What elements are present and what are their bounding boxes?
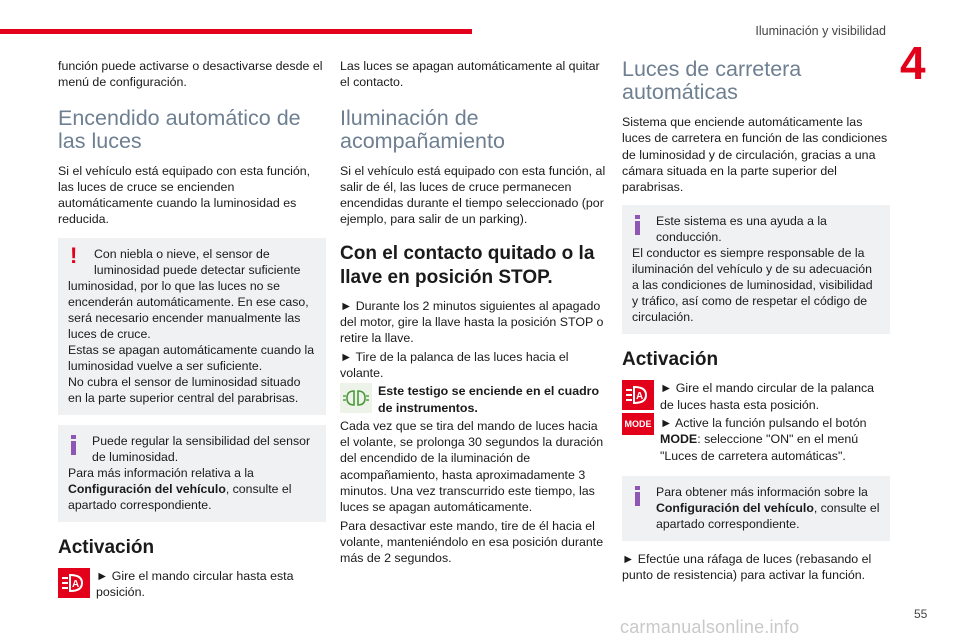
heading-activation: Activación	[58, 536, 155, 558]
info-p2: Para más información relativa a la Configuración del vehículo, consulte el apartado correspondiente.	[68, 465, 292, 512]
page-number: 55	[914, 607, 928, 621]
info1-rest: El conductor es siempre responsable de la iluminación del vehículo y de su adecuación a las condiciones de luminosidad, visibilidad y tráfico, así como de respetar el código de circulación.	[632, 246, 873, 325]
section-header-title: Iluminación y visibilidad	[755, 24, 886, 38]
indicator-text: Este testigo se enciende en el cuadro de instrumentos.	[378, 384, 600, 415]
column-1	[58, 58, 326, 602]
column-3	[622, 58, 890, 586]
svg-text:A: A	[636, 391, 644, 403]
warning-rest: luminosidad, por lo que las luces no se encenderán automáticamente. En ese caso, será necesario encender manualmente las luces de cruce.	[68, 278, 309, 341]
info-box-2	[622, 476, 890, 541]
warning-line1: Con niebla o nieve, el sensor de luminosidad puede detectar suficiente	[94, 246, 301, 277]
heading-auto-high-beam: Luces de carretera automáticas	[622, 57, 802, 104]
info-line1: Puede regular la sensibilidad del sensor de luminosidad.	[92, 433, 311, 464]
heading-follow-me: Iluminación de acompañamiento	[340, 105, 505, 153]
intro-text: Las luces se apagan automáticamente al quitar el contacto.	[340, 59, 600, 90]
auto-high-beam-icon	[622, 380, 654, 410]
warning-box	[58, 238, 326, 415]
svg-text:A: A	[72, 578, 80, 590]
auto-headlight-icon	[58, 568, 90, 598]
info1-line1: Este sistema es una ayuda a la conducción.	[656, 214, 827, 245]
chapter-number: 4	[900, 37, 926, 89]
info-icon	[635, 486, 640, 506]
step-2: ► Tire de la palanca de las luces hacia el volante.	[340, 349, 569, 380]
activation-row	[622, 380, 890, 465]
auto-high-beam-text: Sistema que enciende automáticamente las luces de carretera en función de las condiciones de luminosidad y de circulación, gracias a una cámara situada en la parte superior del parabrisas.	[622, 115, 888, 195]
header-rule	[0, 29, 472, 34]
watermark: carmanualsonline.info	[620, 617, 800, 637]
mode-button-icon: MODE	[622, 413, 654, 435]
warning-p2: Estas se apagan automáticamente cuando la luminosidad vuelve a ser suficiente.	[68, 342, 315, 373]
info-icon	[635, 215, 640, 235]
info2-text: Para obtener más información sobre la Configuración del vehículo, consulte el apartado correspondiente.	[656, 484, 880, 531]
follow-me-text: Si el vehículo está equipado con esta función, al salir de él, las luces de cruce permanecen encendidas durante el tiempo seleccionado (por ejemplo, para salir de un parking).	[340, 163, 606, 227]
heading-contact-off: Con el contacto quitado o la llave en posición STOP.	[340, 242, 595, 288]
step-1: ► Durante los 2 minutos siguientes al apagado del motor, gire la llave hasta la posición STOP o retire la llave.	[340, 298, 604, 346]
heading-activation: Activación	[622, 349, 719, 371]
activation-step-1: ► Gire el mando circular de la palanca de luces hasta esta posición.	[660, 381, 875, 412]
info-box	[58, 425, 326, 522]
info-box	[622, 205, 890, 334]
activation-text: ► Gire el mando circular hasta esta posición.	[96, 568, 294, 600]
column-2	[340, 58, 608, 569]
activation-row	[58, 568, 326, 603]
warning-p3: No cubra el sensor de luminosidad situado en la parte superior central del parabrisas.	[68, 374, 301, 405]
intro-text: función puede activarse o desactivarse desde el menú de configuración.	[58, 59, 323, 90]
auto-lights-text: Si el vehículo está equipado con esta función, las luces de cruce se encienden automáticamente cuando la luminosidad es reducida.	[58, 163, 311, 227]
low-beam-indicator-icon	[340, 383, 372, 413]
info-icon	[71, 435, 76, 455]
heading-auto-lights: Encendido automático de las luces	[58, 105, 301, 153]
warning-exclamation-icon: !	[70, 242, 78, 268]
duration-text: Cada vez que se tira del mando de luces hacia el volante, se prolonga 30 segundos la duración del encendido de la iluminación de acompañamiento, hasta aproximadamente 3 minutos. Una vez transcurrido este tiempo, las luces se apagan automáticamente.	[340, 418, 604, 515]
final-step: ► Efectúe una ráfaga de luces (rebasando el punto de resistencia) para activar la función.	[622, 551, 872, 583]
indicator-row	[340, 383, 608, 418]
activation-step-2: ► Active la función pulsando el botón MODE: seleccione "ON" en el menú "Luces de carretera automáticas".	[660, 416, 867, 463]
deactivation-text: Para desactivar este mando, tire de él hacia el volante, manteniéndolo en esa posición durante más de 2 segundos.	[340, 518, 604, 566]
